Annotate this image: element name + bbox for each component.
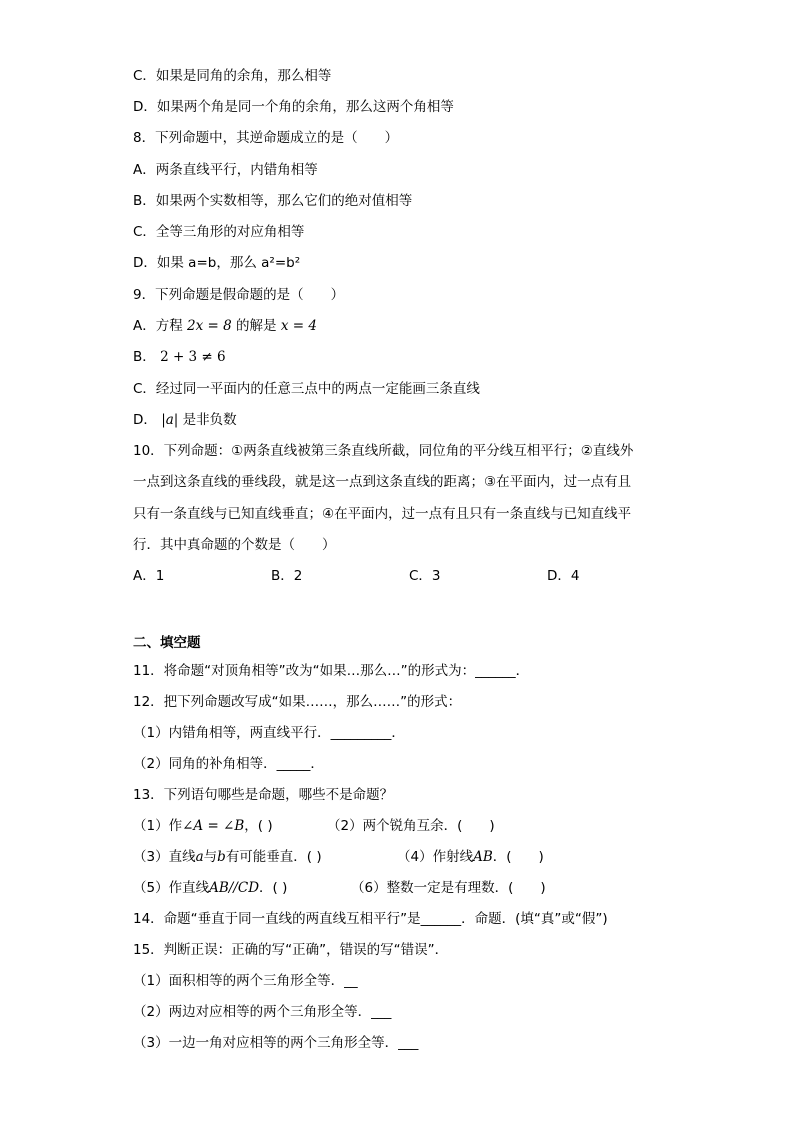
q9-option-d-prefix: D． (133, 412, 157, 428)
q9-option-d-math: |a| (161, 412, 179, 428)
q9-stem: 9．下列命题是假命题的是（ ） (133, 287, 345, 303)
q15-stem: 15．判断正误：正确的写“正确”，错误的写“错误”． (133, 942, 449, 958)
q8-stem: 8．下列命题中，其逆命题成立的是（ ） (133, 130, 399, 146)
q13-part-5-math: AB//CD (209, 880, 260, 896)
q9-option-d (133, 411, 237, 429)
q9-option-b-prefix: B． (133, 349, 156, 365)
q9-option-c: C．经过同一平面内的任意三点中的两点一定能画三条直线 (133, 381, 480, 397)
q13-part-1-prefix: （1）作 (133, 818, 183, 834)
q12-part-1: （1）内错角相等，两直线平行．_________． (133, 725, 405, 741)
q8-option-d: D．如果 a=b，那么 a²=b² (133, 255, 301, 271)
q13-part-1-math: ∠A = ∠B (182, 818, 245, 834)
q13-row-1 (133, 817, 633, 835)
q7-option-d: D．如果两个角是同一个角的余角，那么这两个角相等 (133, 99, 454, 115)
q13-part-5 (133, 879, 287, 897)
q8-option-a: A．两条直线平行，内错角相等 (133, 162, 318, 178)
q9-option-a-equation: 2x = 8 (187, 318, 232, 334)
q13-part-3-math-b: b (217, 849, 226, 865)
q8-option-b: B．如果两个实数相等，那么它们的绝对值相等 (133, 193, 413, 209)
q13-part-3-mid: 与 (203, 849, 218, 865)
q10-stem-line-1: 10．下列命题：①两条直线被第三条直线所截，同位角的平分线互相平行；②直线外 (133, 443, 634, 459)
q12-part-2: （2）同角的补角相等．_____． (133, 756, 324, 772)
q10-option-d: D．4 (547, 568, 580, 584)
q13-row-3 (133, 879, 633, 897)
q13-part-4 (397, 848, 544, 866)
q13-part-6: （6）整数一定是有理数．( ) (351, 880, 546, 896)
q9-option-a-prefix: A．方程 (133, 318, 183, 334)
q13-part-4-math: AB (473, 849, 493, 865)
q15-part-3: （3）一边一角对应相等的两个三角形全等．___ (133, 1035, 419, 1051)
section-title-fill-in: 二、填空题 (133, 635, 201, 651)
q9-option-b-math: 2 + 3 ≠ 6 (160, 349, 226, 365)
q13-part-3-prefix: （3）直线 (133, 849, 196, 865)
q15-part-1: （1）面积相等的两个三角形全等．__ (133, 973, 358, 989)
q7-option-c: C．如果是同角的余角，那么相等 (133, 68, 332, 84)
q13-part-3-suffix: 有可能垂直．( ) (225, 849, 322, 865)
q12-stem: 12．把下列命题改写成“如果……，那么……”的形式： (133, 694, 462, 710)
q13-part-3 (133, 848, 322, 866)
q13-part-5-suffix: ．( ) (259, 880, 288, 896)
q10-stem-line-4: 行．其中真命题的个数是（ ） (133, 537, 336, 553)
q14-text: 14．命题“垂直于同一直线的两直线互相平行”是______．命题．(填“真”或“假”) (133, 911, 608, 927)
q11-text: 11．将命题“对顶角相等”改为“如果…那么…”的形式为：______． (133, 663, 530, 679)
q13-stem: 13．下列语句哪些是命题，哪些不是命题？ (133, 787, 394, 803)
q15-part-2: （2）两边对应相等的两个三角形全等．___ (133, 1004, 392, 1020)
q13-part-2: （2）两个锐角互余．( ) (327, 818, 495, 834)
q10-stem-line-2: 一点到这条直线的垂线段，就是这一点到这条直线的距离；③在平面内，过一点有且 (133, 474, 632, 490)
q9-option-a-mid: 的解是 (236, 318, 277, 334)
q13-row-2 (133, 848, 633, 866)
q9-option-a-solution: x = 4 (280, 318, 317, 334)
q13-part-5-prefix: （5）作直线 (133, 880, 210, 896)
q13-part-3-math-a: a (195, 849, 204, 865)
q10-options (133, 567, 603, 585)
q9-option-d-suffix: 是非负数 (182, 412, 237, 428)
q10-option-b: B．2 (271, 568, 303, 584)
q13-part-1 (133, 817, 273, 835)
q13-part-1-suffix: ，( ) (244, 818, 273, 834)
q10-stem-line-3: 只有一条直线与已知直线垂直；④在平面内，过一点有且只有一条直线与已知直线平 (133, 506, 632, 522)
q9-option-b (133, 348, 226, 366)
q13-part-4-suffix: ．( ) (492, 849, 544, 865)
q8-option-c: C．全等三角形的对应角相等 (133, 224, 305, 240)
q9-option-a (133, 317, 317, 335)
q13-part-4-prefix: （4）作射线 (397, 849, 474, 865)
q10-option-a: A．1 (133, 568, 165, 584)
q10-option-c: C．3 (409, 568, 441, 584)
